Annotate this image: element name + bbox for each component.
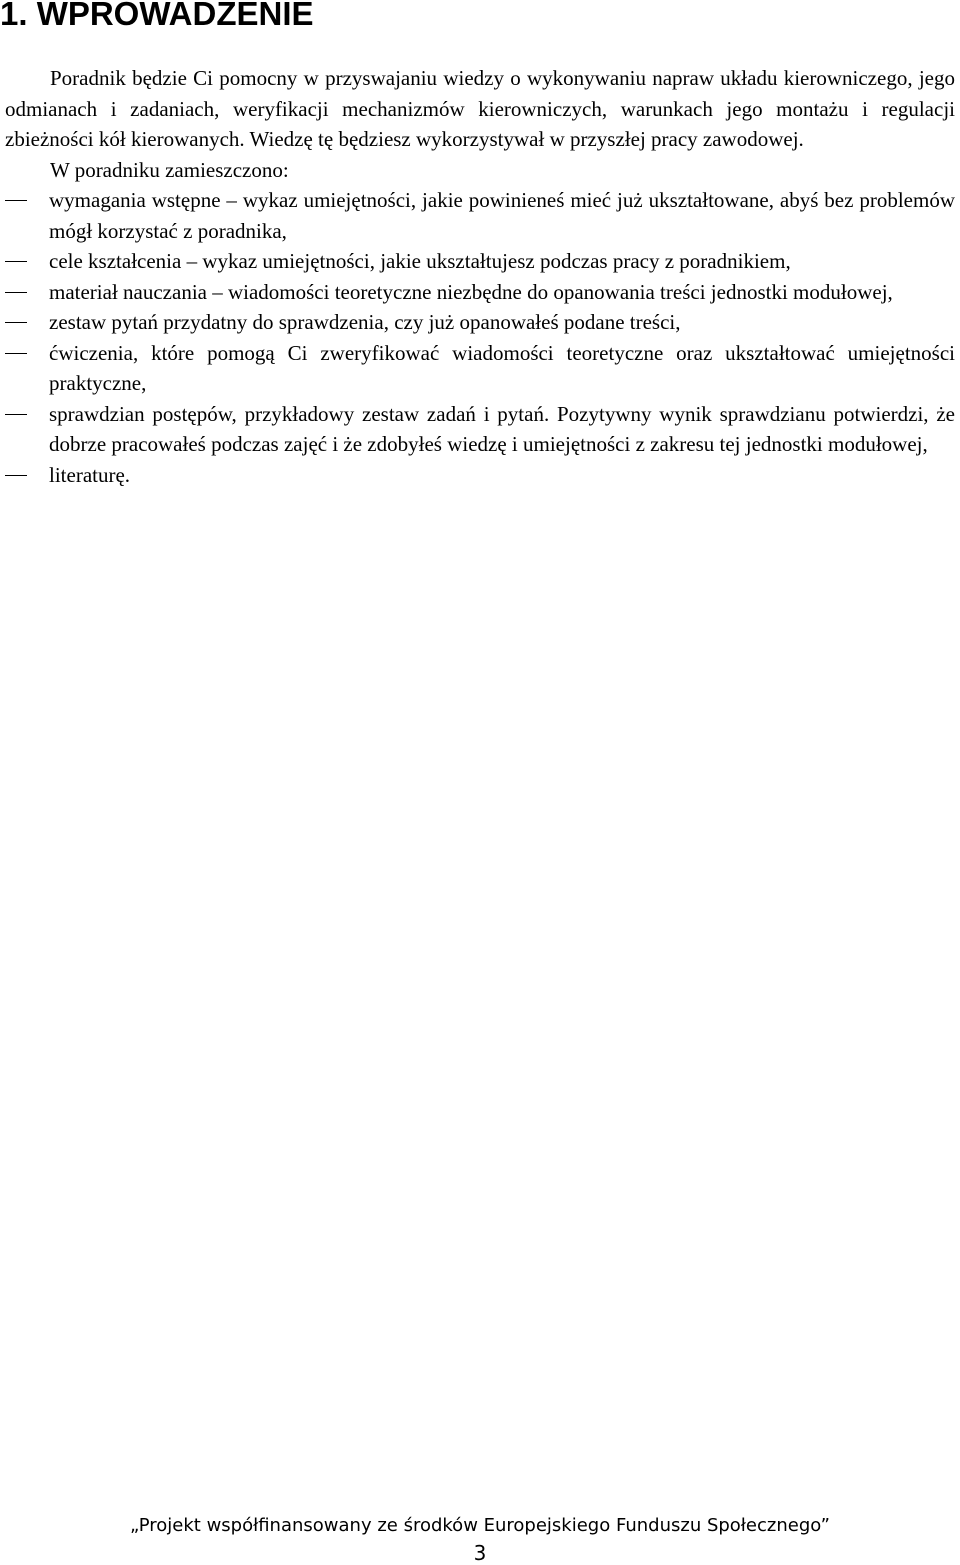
dash-bullet-icon [5,322,27,323]
list-item [5,246,955,277]
page-number: 3 [473,1541,487,1565]
dash-bullet-icon [5,414,27,415]
list-item [5,307,955,338]
intro-paragraph: Poradnik będzie Ci pomocny w przyswajaniu wiedzy o wykonywaniu napraw układu kierowniczego, jego odmianach i zadaniach, weryfikacji mechanizmów kierowniczych, warunkach jego montażu i regulacji zbieżności kół kierowanych. Wiedzę tę będziesz wykorzystywał w przyszłej pracy zawodowej. [5,66,955,151]
list-item-text: literaturę. [49,462,131,487]
list-item [5,399,955,460]
list-item-text: cele kształcenia – wykaz umiejętności, jakie ukształtujesz podczas pracy z poradnikiem, [49,249,791,273]
list-item [5,185,955,246]
list-item [5,338,955,399]
dash-bullet-icon [5,475,27,476]
list-item [5,277,955,308]
footer-funding-note: „Projekt współfinansowany ze środków Europejskiego Funduszu Społecznego” [130,1515,830,1536]
list-item-text: sprawdzian postępów, przykładowy zestaw zadań i pytań. Pozytywny wynik sprawdzianu potwierdzi, że dobrze pracowałeś podczas zajęć i że zdobyłeś wiedzę i umiejętności z zakresu tej jednostki modułowej, [49,401,955,456]
dash-bullet-icon [5,200,27,201]
list-item-text: materiał nauczania – wiadomości teoretyczne niezbędne do opanowania treści jednostki modułowej, [49,279,893,304]
dash-bullet-icon [5,353,27,354]
list-item [5,460,955,491]
contents-list [5,185,955,490]
main-content [5,63,955,490]
list-item-text: wymagania wstępne – wykaz umiejętności, jakie powinieneś mieć już ukształtowane, abyś bez problemów mógł korzystać z poradnika, [49,188,955,243]
list-item-text: zestaw pytań przydatny do sprawdzenia, czy już opanowałeś podane treści, [49,310,681,334]
dash-bullet-icon [5,292,27,293]
list-intro: W poradniku zamieszczono: [50,157,289,182]
chapter-heading: 1. WPROWADZENIE [0,0,314,32]
dash-bullet-icon [5,261,27,262]
list-item-text: ćwiczenia, które pomogą Ci zweryfikować wiadomości teoretyczne oraz ukształtować umiejętności praktyczne, [49,340,955,395]
